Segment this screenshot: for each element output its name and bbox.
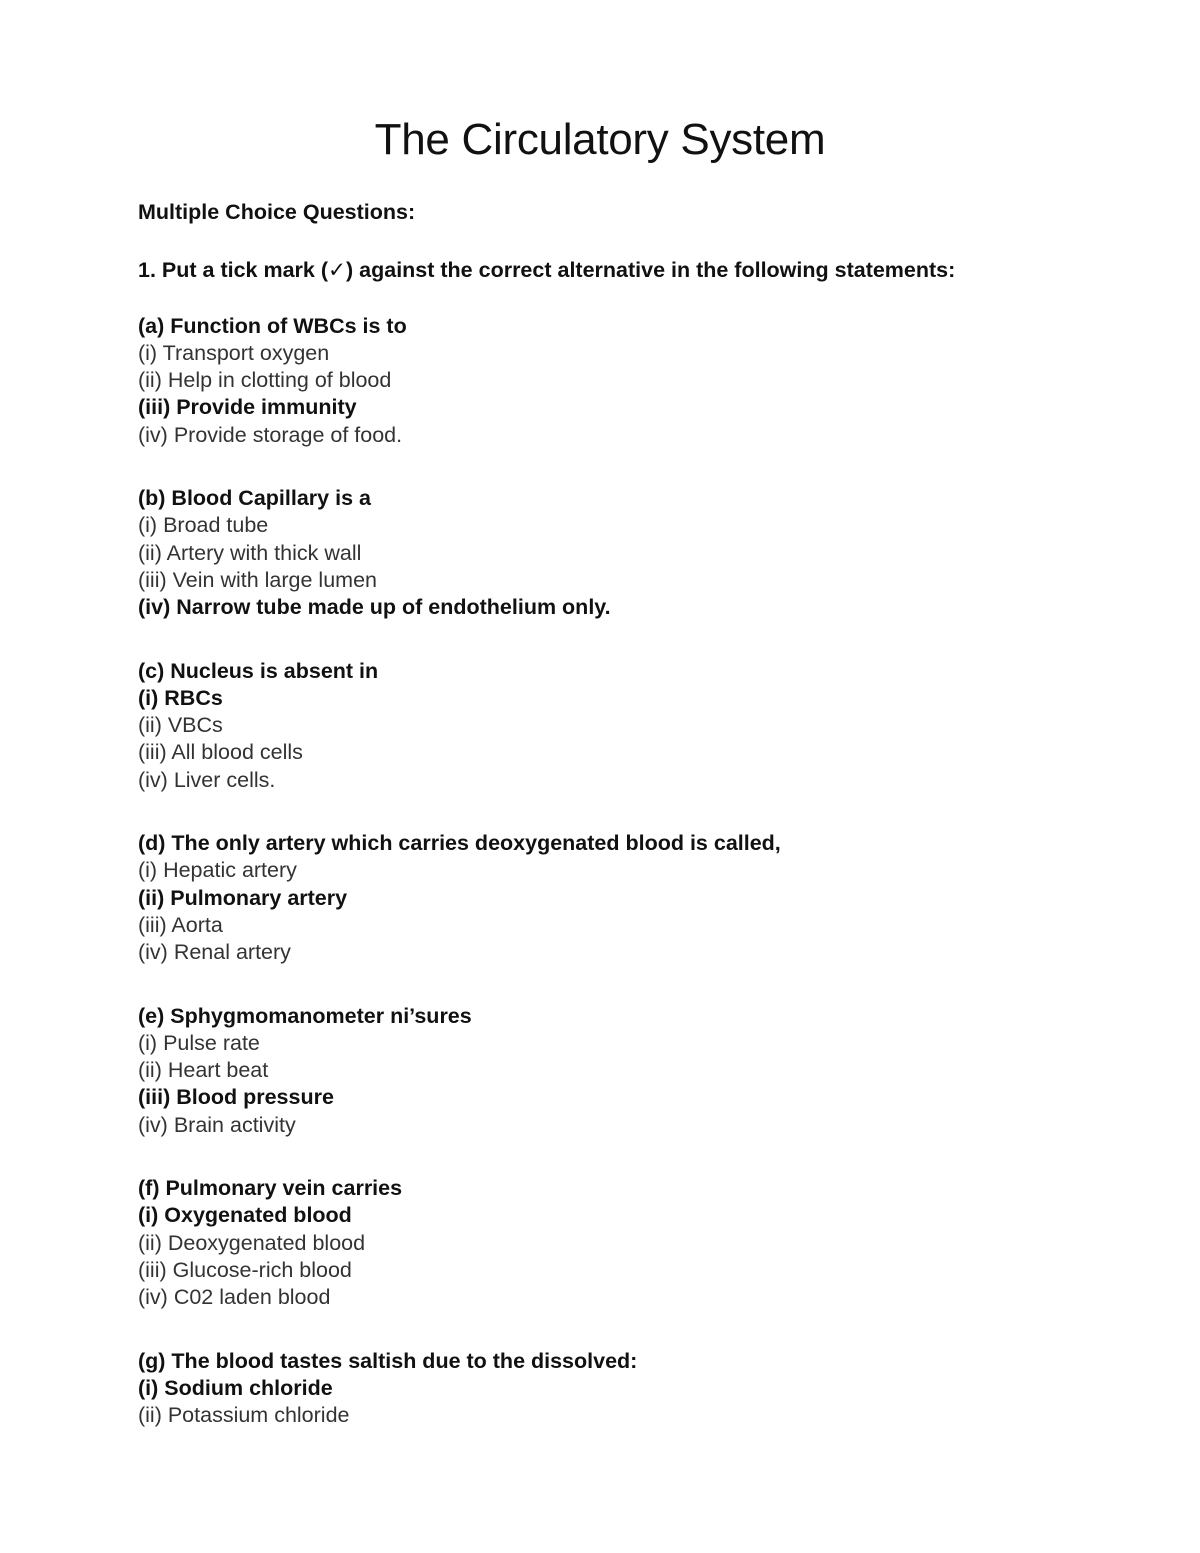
answer-option: (ii) Heart beat bbox=[138, 1058, 269, 1083]
question-block bbox=[138, 1348, 1138, 1430]
question-block bbox=[138, 1003, 1138, 1139]
spacer bbox=[138, 1139, 1138, 1175]
answer-option: (ii) VBCs bbox=[138, 713, 223, 738]
answer-option-correct: (i) RBCs bbox=[138, 685, 223, 710]
question-block bbox=[138, 485, 1138, 621]
question-block bbox=[138, 313, 1138, 449]
spacer bbox=[138, 622, 1138, 658]
answer-option: (iii) All blood cells bbox=[138, 740, 303, 765]
answer-option: (ii) Deoxygenated blood bbox=[138, 1230, 366, 1255]
document-body bbox=[138, 199, 1138, 1429]
question-list bbox=[138, 313, 1138, 1430]
spacer bbox=[138, 285, 1138, 313]
answer-option: (i) Transport oxygen bbox=[138, 340, 330, 365]
question-prompt: (c) Nucleus is absent in bbox=[138, 658, 379, 683]
spacer bbox=[138, 226, 1138, 257]
answer-option: (iv) C02 laden blood bbox=[138, 1285, 331, 1310]
answer-option-correct: (ii) Pulmonary artery bbox=[138, 885, 348, 910]
answer-option-correct: (i) Sodium chloride bbox=[138, 1375, 333, 1400]
answer-option-correct: (iv) Narrow tube made up of endothelium only. bbox=[138, 595, 611, 620]
answer-option: (iv) Provide storage of food. bbox=[138, 422, 403, 447]
question-prompt: (a) Function of WBCs is to bbox=[138, 313, 407, 338]
spacer bbox=[138, 967, 1138, 1003]
page-title: The Circulatory System bbox=[374, 115, 826, 164]
question-prompt: (g) The blood tastes saltish due to the dissolved: bbox=[138, 1348, 638, 1373]
answer-option: (iii) Glucose-rich blood bbox=[138, 1257, 352, 1282]
question-prompt: (d) The only artery which carries deoxygenated blood is called, bbox=[138, 831, 781, 856]
answer-option: (iii) Aorta bbox=[138, 912, 223, 937]
question-prompt: (b) Blood Capillary is a bbox=[138, 486, 371, 511]
question-block bbox=[138, 658, 1138, 794]
answer-option: (ii) Artery with thick wall bbox=[138, 540, 362, 565]
answer-option-correct: (i) Oxygenated blood bbox=[138, 1203, 352, 1228]
answer-option: (i) Broad tube bbox=[138, 513, 269, 538]
question-block bbox=[138, 830, 1138, 966]
instruction-text: 1. Put a tick mark (✓) against the correct alternative in the following statements: bbox=[138, 258, 956, 283]
answer-option: (i) Pulse rate bbox=[138, 1030, 260, 1055]
spacer bbox=[138, 1312, 1138, 1348]
answer-option: (iii) Vein with large lumen bbox=[138, 567, 377, 592]
answer-option: (iv) Brain activity bbox=[138, 1112, 296, 1137]
answer-option: (iv) Liver cells. bbox=[138, 767, 276, 792]
spacer bbox=[138, 449, 1138, 485]
question-block bbox=[138, 1175, 1138, 1311]
section-heading: Multiple Choice Questions: bbox=[138, 200, 416, 224]
spacer bbox=[138, 794, 1138, 830]
question-prompt: (e) Sphygmomanometer ni’sures bbox=[138, 1003, 472, 1028]
answer-option: (i) Hepatic artery bbox=[138, 858, 297, 883]
answer-option: (iv) Renal artery bbox=[138, 940, 291, 965]
question-prompt: (f) Pulmonary vein carries bbox=[138, 1176, 403, 1201]
answer-option-correct: (iii) Blood pressure bbox=[138, 1085, 334, 1110]
answer-option: (ii) Potassium chloride bbox=[138, 1403, 350, 1428]
answer-option-correct: (iii) Provide immunity bbox=[138, 395, 357, 420]
answer-option: (ii) Help in clotting of blood bbox=[138, 368, 392, 393]
